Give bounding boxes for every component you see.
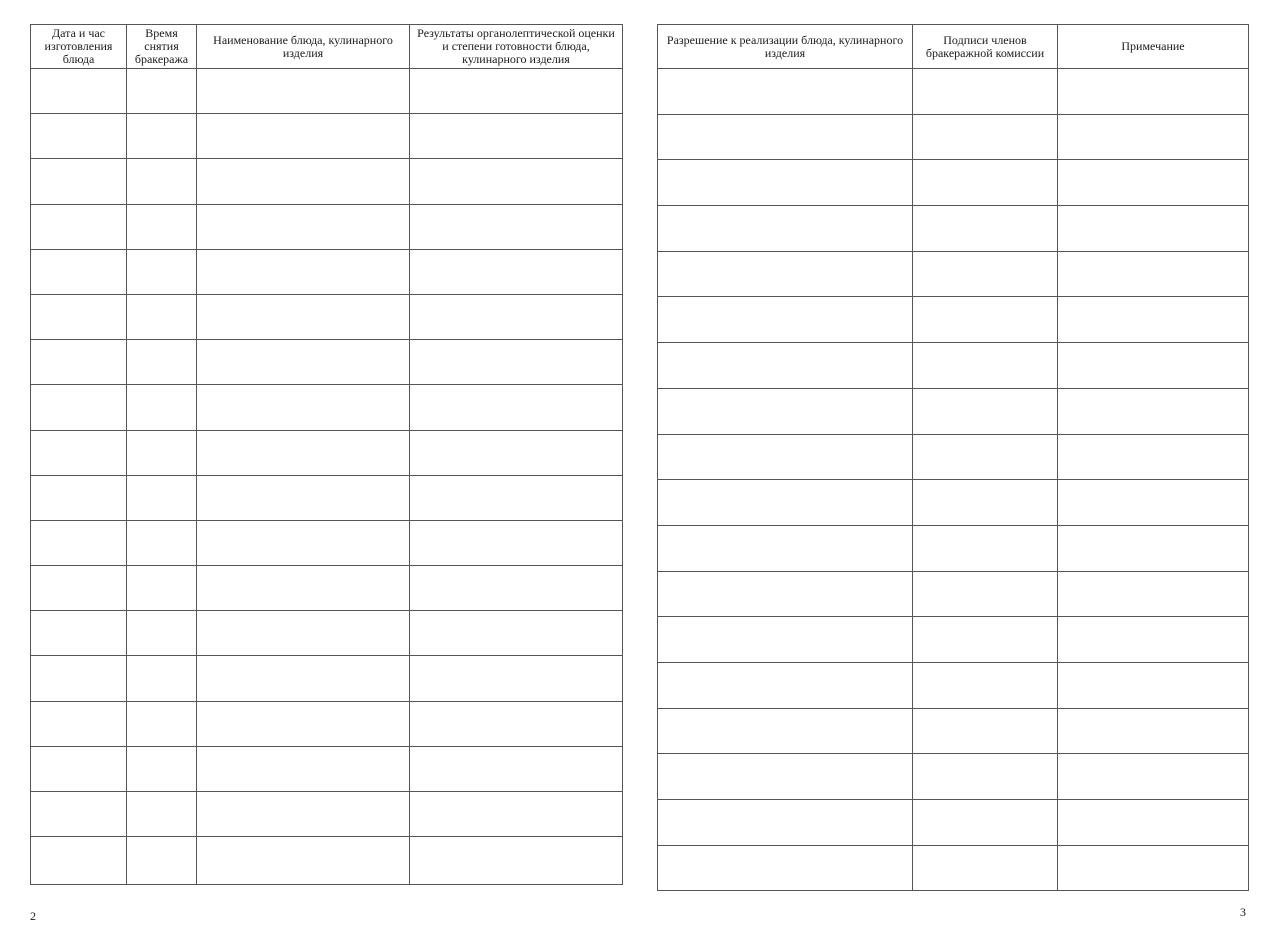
left-table-cell[interactable]	[197, 430, 410, 475]
right-table-cell[interactable]	[658, 571, 913, 617]
right-table-cell[interactable]	[658, 297, 913, 343]
column-header-dish-name: Наименование блюда, кулинарного изделия	[197, 25, 410, 69]
right-table-cell[interactable]	[1058, 297, 1249, 343]
left-table-cell[interactable]	[127, 114, 197, 159]
right-table-row	[658, 617, 1249, 663]
right-table-row	[658, 800, 1249, 846]
right-table-cell[interactable]	[658, 708, 913, 754]
right-table-cell[interactable]	[1058, 160, 1249, 206]
right-table-cell[interactable]	[1058, 662, 1249, 708]
left-table-cell[interactable]	[127, 294, 197, 339]
left-table-cell[interactable]	[197, 294, 410, 339]
right-table-row	[658, 160, 1249, 206]
left-table-row	[31, 385, 623, 430]
right-table-row	[658, 525, 1249, 571]
column-header-notes: Примечание	[1058, 25, 1249, 69]
right-table-cell[interactable]	[658, 114, 913, 160]
left-table-cell[interactable]	[127, 746, 197, 791]
left-table-cell[interactable]	[31, 430, 127, 475]
column-header-date-time: Дата и час изготовления блюда	[31, 25, 127, 69]
left-table-row	[31, 701, 623, 746]
right-table-cell[interactable]	[658, 617, 913, 663]
left-table-cell[interactable]	[197, 520, 410, 565]
right-table-cell[interactable]	[913, 571, 1058, 617]
right-table-cell[interactable]	[1058, 571, 1249, 617]
left-table-row	[31, 204, 623, 249]
left-page-table	[30, 24, 623, 885]
left-table-cell[interactable]	[410, 340, 623, 385]
right-table-cell[interactable]	[913, 617, 1058, 663]
left-table-cell[interactable]	[410, 385, 623, 430]
right-table-cell[interactable]	[913, 206, 1058, 252]
left-table-cell[interactable]	[197, 249, 410, 294]
right-table-cell[interactable]	[1058, 525, 1249, 571]
right-header-row	[658, 25, 1249, 69]
left-table-cell[interactable]	[31, 69, 127, 114]
right-table-row	[658, 662, 1249, 708]
left-table-row	[31, 294, 623, 339]
left-table-cell[interactable]	[127, 792, 197, 837]
right-table-cell[interactable]	[913, 708, 1058, 754]
right-table-cell[interactable]	[913, 297, 1058, 343]
left-table-cell[interactable]	[410, 204, 623, 249]
left-table-row	[31, 611, 623, 656]
left-table-row	[31, 520, 623, 565]
right-table-cell[interactable]	[1058, 343, 1249, 389]
left-table-cell[interactable]	[31, 114, 127, 159]
right-table-cell[interactable]	[913, 800, 1058, 846]
right-table-cell[interactable]	[913, 251, 1058, 297]
right-table-cell[interactable]	[913, 114, 1058, 160]
left-header-row	[31, 25, 623, 69]
right-page-table	[657, 24, 1249, 891]
right-table-cell[interactable]	[658, 434, 913, 480]
right-table-cell[interactable]	[658, 251, 913, 297]
column-header-inspection-time: Время снятия бракеража	[127, 25, 197, 69]
right-table-row	[658, 480, 1249, 526]
left-table-cell[interactable]	[31, 385, 127, 430]
left-table-cell[interactable]	[31, 566, 127, 611]
left-table-cell[interactable]	[127, 475, 197, 520]
left-table-cell[interactable]	[410, 520, 623, 565]
left-table-cell[interactable]	[127, 204, 197, 249]
right-table-cell[interactable]	[658, 662, 913, 708]
left-table-cell[interactable]	[127, 69, 197, 114]
left-table-cell[interactable]	[127, 159, 197, 204]
left-table-cell[interactable]	[197, 611, 410, 656]
left-table-cell[interactable]	[31, 520, 127, 565]
left-table-row	[31, 340, 623, 385]
left-table-row	[31, 746, 623, 791]
right-table-row	[658, 251, 1249, 297]
right-table-cell[interactable]	[658, 343, 913, 389]
left-table-cell[interactable]	[410, 656, 623, 701]
left-table-cell[interactable]	[410, 475, 623, 520]
right-table-cell[interactable]	[658, 525, 913, 571]
left-table-cell[interactable]	[197, 566, 410, 611]
left-table-cell[interactable]	[127, 701, 197, 746]
left-table-cell[interactable]	[197, 114, 410, 159]
left-table-cell[interactable]	[410, 611, 623, 656]
left-table-cell[interactable]	[127, 430, 197, 475]
left-table-cell[interactable]	[31, 204, 127, 249]
right-table-cell[interactable]	[913, 525, 1058, 571]
right-table-cell[interactable]	[1058, 480, 1249, 526]
right-table-cell[interactable]	[1058, 114, 1249, 160]
left-table-cell[interactable]	[31, 701, 127, 746]
left-table-row	[31, 249, 623, 294]
right-table-row	[658, 343, 1249, 389]
right-table-row	[658, 114, 1249, 160]
page-number-left: 2	[30, 909, 36, 923]
right-table-cell[interactable]	[658, 480, 913, 526]
right-table-cell[interactable]	[913, 160, 1058, 206]
left-table-cell[interactable]	[197, 837, 410, 885]
left-table-cell[interactable]	[127, 837, 197, 885]
right-table-cell[interactable]	[913, 434, 1058, 480]
right-table-cell[interactable]	[1058, 206, 1249, 252]
right-table-cell[interactable]	[658, 160, 913, 206]
right-table-cell[interactable]	[658, 69, 913, 115]
left-table-cell[interactable]	[31, 656, 127, 701]
right-table-cell[interactable]	[913, 388, 1058, 434]
right-table-body	[658, 69, 1249, 891]
right-table-cell[interactable]	[913, 754, 1058, 800]
left-table-cell[interactable]	[127, 611, 197, 656]
left-table-cell[interactable]	[127, 385, 197, 430]
right-table-cell[interactable]	[658, 206, 913, 252]
right-table-cell[interactable]	[1058, 251, 1249, 297]
right-table-cell[interactable]	[1058, 708, 1249, 754]
left-table-row	[31, 792, 623, 837]
left-table-cell[interactable]	[197, 385, 410, 430]
left-table-cell[interactable]	[197, 340, 410, 385]
right-table-cell[interactable]	[1058, 754, 1249, 800]
right-table-cell[interactable]	[913, 845, 1058, 891]
left-table-row	[31, 69, 623, 114]
right-table-cell[interactable]	[658, 388, 913, 434]
left-table-cell[interactable]	[127, 520, 197, 565]
right-table-cell[interactable]	[913, 343, 1058, 389]
column-header-commission-signatures: Подписи членов бракеражной комиссии	[913, 25, 1058, 69]
right-table-cell[interactable]	[658, 845, 913, 891]
left-table-cell[interactable]	[127, 249, 197, 294]
right-table-row	[658, 297, 1249, 343]
left-table-cell[interactable]	[410, 430, 623, 475]
right-table-cell[interactable]	[658, 800, 913, 846]
right-table-cell[interactable]	[913, 69, 1058, 115]
left-table-cell[interactable]	[31, 475, 127, 520]
right-table-row	[658, 206, 1249, 252]
left-table-cell[interactable]	[197, 475, 410, 520]
left-table-cell[interactable]	[31, 294, 127, 339]
left-table-cell[interactable]	[31, 746, 127, 791]
right-table-cell[interactable]	[1058, 434, 1249, 480]
left-table-cell[interactable]	[410, 114, 623, 159]
left-table-cell[interactable]	[31, 611, 127, 656]
left-table-row	[31, 566, 623, 611]
left-table-cell[interactable]	[410, 566, 623, 611]
right-table-cell[interactable]	[1058, 800, 1249, 846]
left-table-cell[interactable]	[197, 701, 410, 746]
left-table-cell[interactable]	[31, 159, 127, 204]
right-table-row	[658, 434, 1249, 480]
left-table-cell[interactable]	[31, 792, 127, 837]
left-table-row	[31, 159, 623, 204]
left-table-cell[interactable]	[197, 159, 410, 204]
left-table-cell[interactable]	[197, 792, 410, 837]
left-table-cell[interactable]	[410, 746, 623, 791]
left-table-body	[31, 69, 623, 885]
right-table-cell[interactable]	[1058, 69, 1249, 115]
right-table-cell[interactable]	[913, 662, 1058, 708]
left-table-cell[interactable]	[31, 837, 127, 885]
left-table-cell[interactable]	[410, 249, 623, 294]
left-table-cell[interactable]	[197, 746, 410, 791]
right-table-cell[interactable]	[1058, 845, 1249, 891]
right-table-row	[658, 845, 1249, 891]
left-table-cell[interactable]	[410, 837, 623, 885]
left-table-row	[31, 430, 623, 475]
left-table-cell[interactable]	[127, 656, 197, 701]
right-table-cell[interactable]	[658, 754, 913, 800]
left-table-cell[interactable]	[197, 656, 410, 701]
left-table-row	[31, 475, 623, 520]
left-table-cell[interactable]	[410, 159, 623, 204]
right-table-row	[658, 69, 1249, 115]
left-table-cell[interactable]	[197, 204, 410, 249]
left-table-cell[interactable]	[410, 69, 623, 114]
column-header-release-permission: Разрешение к реализации блюда, кулинарного изделия	[658, 25, 913, 69]
right-table-row	[658, 571, 1249, 617]
left-table-cell[interactable]	[127, 566, 197, 611]
column-header-evaluation-results: Результаты органолептической оценки и степени готовности блюда, кулинарного изделия	[410, 25, 623, 69]
left-table-row	[31, 114, 623, 159]
right-table-row	[658, 388, 1249, 434]
left-table-row	[31, 656, 623, 701]
right-table-cell[interactable]	[913, 480, 1058, 526]
left-table-cell[interactable]	[410, 792, 623, 837]
right-table-row	[658, 708, 1249, 754]
left-table-cell[interactable]	[127, 340, 197, 385]
left-table-row	[31, 837, 623, 885]
left-table-cell[interactable]	[410, 701, 623, 746]
right-table-cell[interactable]	[1058, 388, 1249, 434]
right-table-row	[658, 754, 1249, 800]
left-table-cell[interactable]	[410, 294, 623, 339]
left-table-cell[interactable]	[31, 249, 127, 294]
left-table-cell[interactable]	[197, 69, 410, 114]
left-table-cell[interactable]	[31, 340, 127, 385]
right-table-cell[interactable]	[1058, 617, 1249, 663]
page-number-right: 3	[1240, 905, 1246, 919]
